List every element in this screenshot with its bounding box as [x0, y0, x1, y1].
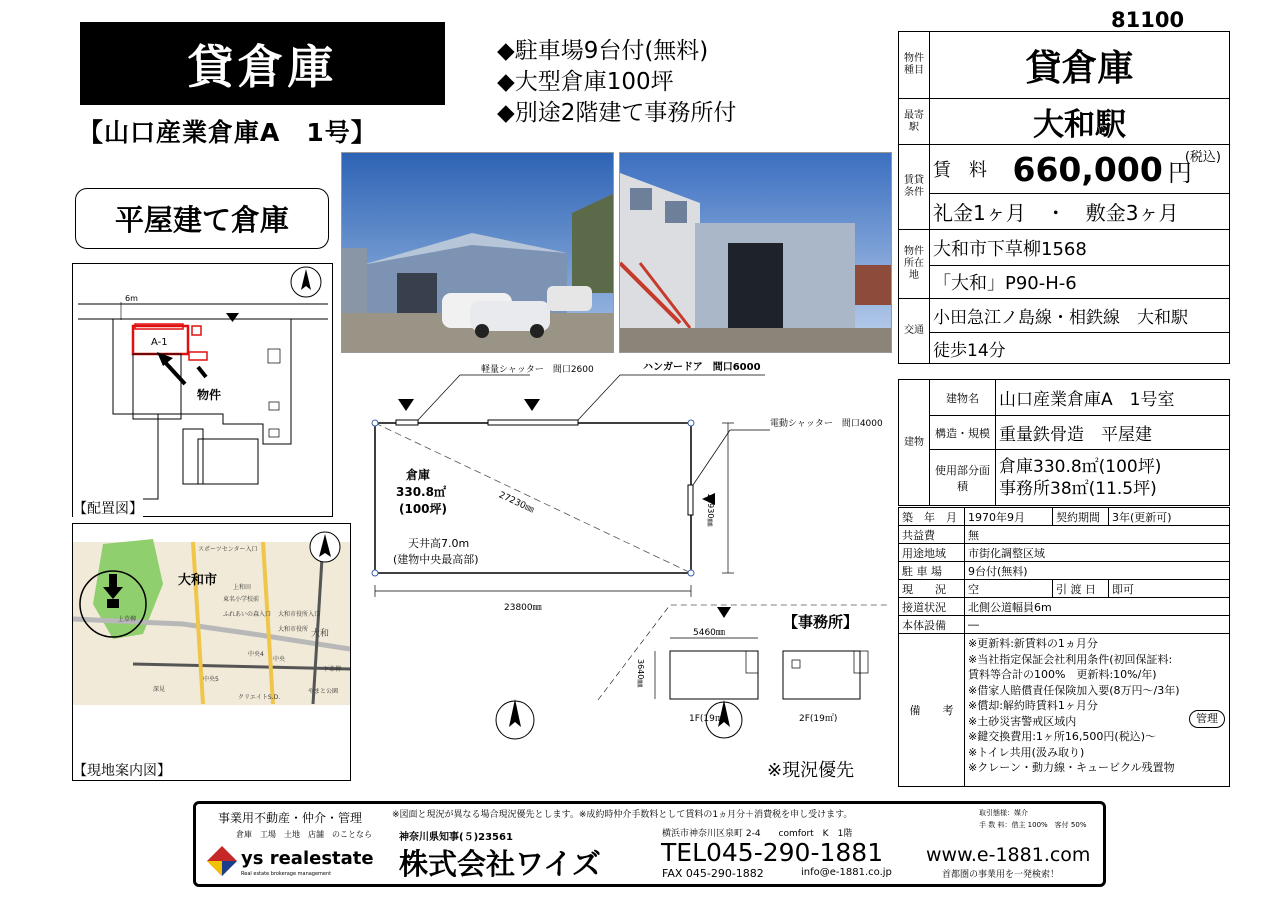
remark-item: ※償却:解約時賃料1ヶ月分 [968, 699, 1098, 712]
light-shutter-label: 軽量シャッター 間口2600 [481, 365, 594, 375]
type-value: 貸倉庫 [930, 32, 1230, 99]
map-label: クリエイトS.D. [238, 694, 281, 701]
business-label: 事業用不動産・仲介・管理 [218, 811, 363, 825]
structure-label: 構造・規模 [930, 416, 996, 450]
electric-shutter-label: 電動シャッター 間口4000 [770, 419, 883, 429]
page-title: 貸倉庫 [80, 22, 445, 105]
map-label: 大和市役所入口 [278, 611, 321, 618]
warehouse-tsubo: (100坪) [399, 502, 448, 516]
spec-table-main [898, 31, 1230, 364]
ceiling-note: (建物中央最高部) [393, 553, 479, 566]
handover-label: 引 渡 日 [1053, 580, 1109, 598]
walk-time: 徒歩14分 [930, 333, 1230, 364]
tax-note: (税込) [1184, 150, 1221, 165]
building-table [898, 379, 1230, 506]
depth-dimension: 13930㎜ [706, 493, 715, 527]
layout-map-caption: 【配置図】 [73, 498, 143, 518]
built-label: 築 年 月 [899, 508, 965, 526]
terms-label: 賃貸条件 [899, 145, 930, 230]
company-tel: TEL045-290-1881 [661, 838, 884, 867]
map-label: 中央 [273, 656, 286, 663]
road-label: 接道状況 [899, 598, 965, 616]
contract-term: 3年(更新可) [1109, 508, 1230, 526]
deposits: 礼金1ヶ月 ・ 敷金3ヶ月 [930, 194, 1230, 230]
license-number: 神奈川県知事(５)23561 [399, 832, 513, 843]
company-email: info@e-1881.co.jp [801, 867, 892, 878]
zone-label: 用途地域 [899, 544, 965, 562]
zone: 市街化調整区域 [965, 544, 1230, 562]
warehouse-photo-2 [619, 152, 892, 353]
map-label: 上草柳 [118, 616, 137, 623]
property-type-badge: 平屋建て倉庫 [75, 188, 329, 249]
remark-item: ※更新料:新賃料の1ヵ月分 [968, 637, 1098, 650]
area-label: 使用部分面 積 [930, 450, 996, 506]
location-map [72, 523, 351, 781]
building-name-label: 建物名 [930, 380, 996, 416]
unit-label: A-1 [151, 337, 168, 348]
feature-item: ◆駐車場9台付(無料) [497, 38, 709, 64]
map-label: 中央5 [203, 676, 219, 683]
area-warehouse: 倉庫330.8㎡(100坪) [999, 456, 1162, 477]
feature-item: ◆大型倉庫100坪 [497, 69, 674, 95]
handover: 即可 [1109, 580, 1230, 598]
details-table [898, 507, 1230, 787]
parking-label: 駐 車 場 [899, 562, 965, 580]
feature-item: ◆別途2階建て事務所付 [497, 100, 737, 126]
office-title: 【事務所】 [783, 613, 859, 631]
floor1-label: 1F(19㎡) [689, 714, 728, 724]
status: 空 [965, 580, 1053, 598]
area-office: 事務所38㎡(11.5坪) [999, 478, 1157, 499]
train-line: 小田急江ノ島線・相鉄線 大和駅 [930, 299, 1230, 333]
company-fax: FAX 045-290-1882 [662, 867, 764, 880]
road-width-label: 6m [125, 294, 138, 303]
disclaimer: ※図面と現況が異なる場合現況優先とします。※成約時仲介手数料として賃料の1ヵ月分＋消費税を申し受けます。 [392, 810, 853, 820]
ceiling-height: 天井高7.0m [408, 537, 470, 550]
station-label: 最寄駅 [899, 99, 930, 145]
remark-item: ※当社指定保証会社利用条件(初回保証料: [968, 652, 1173, 666]
building-label: 建物 [899, 380, 930, 506]
remark-item: ※鍵交換費用:1ヶ所16,500円(税込)～ [968, 730, 1156, 743]
address: 大和市下草柳1568 [930, 230, 1230, 266]
common-fee: 無 [965, 526, 1230, 544]
width-dimension: 23800㎜ [504, 603, 542, 613]
station-value: 大和駅 [930, 99, 1230, 145]
company-footer [193, 801, 1106, 887]
floor-plan [350, 355, 890, 790]
remark-item: ※トイレ共用(汲み取り) [968, 745, 1085, 759]
map-label: 上和田 [233, 584, 252, 591]
office-width: 5460㎜ [693, 628, 725, 638]
common-fee-label: 共益費 [899, 526, 965, 544]
rent-label: 賃 料 [930, 145, 1010, 194]
map-label: ふれあいの森入口 [223, 611, 272, 618]
parking: 9台付(無料) [965, 562, 1230, 580]
remark-item: ※借家人賠償責任保険加入要(8万円～/3年) [968, 683, 1180, 697]
map-label: やまと公園 [308, 688, 339, 695]
type-label: 物件種目 [899, 32, 930, 99]
company-name: 株式会社ワイズ [399, 847, 601, 881]
transaction-terms: 取引態様：媒介 [979, 809, 1028, 817]
remark-item: ※クレーン・動力線・キュービクル残置物 [968, 761, 1175, 774]
map-label: 深見 [153, 686, 166, 693]
location-map-caption: 【現地案内図】 [73, 760, 171, 780]
categories-label: 倉庫 工場 土地 店舗 のことなら [236, 830, 372, 839]
equipment: ― [965, 616, 1230, 634]
contract-label: 契約期間 [1053, 508, 1109, 526]
warehouse-label: 倉庫 [406, 468, 431, 482]
building-name: 山口産業倉庫A 1号室 [996, 380, 1230, 416]
structure: 重量鉄骨造 平屋建 [996, 416, 1230, 450]
map-label: 中央4 [248, 651, 264, 658]
diagonal-dimension: 27230㎜ [497, 490, 536, 516]
brand-name: ys realestate [241, 848, 374, 869]
equipment-label: 本体設備 [899, 616, 965, 634]
road: 北側公道幅員6m [965, 598, 1230, 616]
company-url[interactable]: www.e-1881.com [926, 844, 1091, 866]
warehouse-photo-1 [341, 152, 614, 353]
built-date: 1970年9月 [965, 508, 1053, 526]
remarks-label: 備 考 [899, 634, 965, 787]
status-label: 現 況 [899, 580, 965, 598]
map-label: 下草柳 [323, 666, 342, 673]
property-code: 81100 [1111, 8, 1185, 32]
brand-subtitle: Real estate brokerage management [241, 871, 332, 877]
fee-terms: 手 数 料：借主 100% 客付 50% [979, 821, 1087, 829]
company-address: 横浜市神奈川区泉町 2-4 comfort K 1階 [662, 829, 853, 839]
remark-item: 賃料等合計の100% 更新料:10%/年) [968, 668, 1157, 681]
priority-note: ※現況優先 [767, 760, 855, 781]
management-badge: 管理 [1189, 710, 1225, 728]
map-label: スポーツセンター入口 [198, 546, 258, 553]
layout-map [72, 263, 333, 517]
warehouse-area: 330.8㎡ [396, 485, 446, 499]
map-label: 東名小学校前 [223, 596, 260, 603]
rent-value: 660,000 [1012, 149, 1163, 189]
city-label: 大和市 [178, 573, 218, 588]
feature-list [497, 36, 736, 129]
location-label: 物件所在地 [899, 230, 930, 299]
hangar-door-label: ハンガードア 間口6000 [643, 362, 761, 373]
company-logo-icon [205, 844, 239, 878]
company-tagline: 首都圏の事業用を一発検索！ [942, 870, 1060, 880]
property-name: 【山口産業倉庫A 1号】 [78, 118, 377, 147]
property-marker-label: 物件 [197, 388, 222, 402]
remark-item: ※土砂災害警戒区域内 [968, 714, 1077, 728]
transport-label: 交通 [899, 299, 930, 364]
map-label: 大和 [311, 629, 330, 639]
office-depth: 3640㎜ [636, 659, 645, 688]
floor2-label: 2F(19㎡) [799, 714, 838, 724]
map-label: 大和市役所 [278, 626, 309, 633]
rent-unit: 円 [1167, 158, 1192, 187]
map-reference: 「大和」P90-H-6 [930, 266, 1230, 299]
